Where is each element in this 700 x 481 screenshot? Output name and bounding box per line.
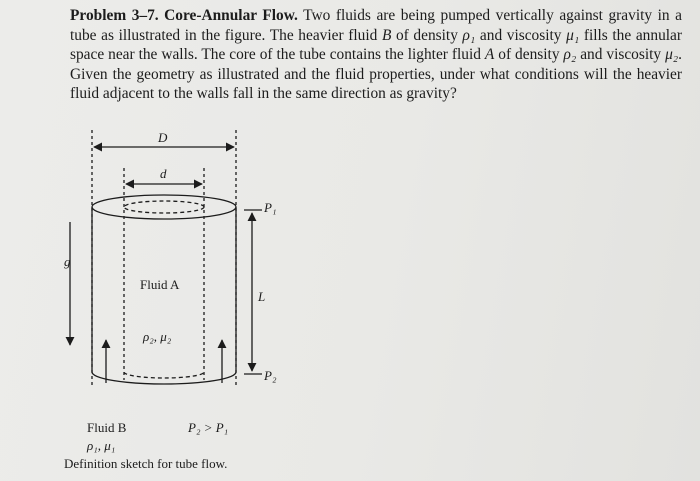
- problem-text: . Given the geometry as illustrated and the fluid properties, under what conditions will the heavier fluid adjacent to the walls fall in the same direction as gravity?: [70, 46, 683, 103]
- tube-top-outer-ellipse: [92, 195, 236, 219]
- label-g: g: [64, 254, 71, 269]
- symbol-fluid-b: B: [381, 26, 392, 44]
- label-pressure-relation: P₂ > P₁: [188, 420, 229, 435]
- problem-statement: [70, 6, 682, 104]
- problem-text: fills the annular space near the walls. The core of the tube contains the lighter fluid: [70, 26, 682, 64]
- label-d: d: [160, 166, 167, 181]
- label-rho2-mu2: ρ₂, μ₂: [143, 329, 172, 344]
- problem-text: and viscosity: [576, 46, 666, 64]
- symbol-rho2: ρ₂: [563, 46, 577, 64]
- label-P1: P₁: [264, 200, 277, 215]
- label-rho1-mu1: ρ₁, μ₁: [87, 438, 116, 453]
- problem-text: of density: [494, 46, 564, 64]
- symbol-rho1: ρ₁: [462, 26, 476, 44]
- label-P2: P₂: [264, 368, 277, 383]
- symbol-mu2: μ₂: [665, 46, 679, 64]
- symbol-mu1: μ₁: [566, 26, 580, 44]
- label-L: L: [258, 289, 266, 304]
- label-fluid-a: Fluid A: [140, 277, 180, 292]
- problem-text: Two fluids are being pumped vertically against gravity in a tube as illustrated in the figure. The heavier fluid: [70, 7, 682, 44]
- problem-heading: Problem 3–7. Core-Annular Flow.: [70, 7, 298, 24]
- symbol-fluid-a: A: [484, 46, 495, 64]
- tube-top-inner-ellipse: [124, 201, 204, 213]
- problem-text: of density: [391, 26, 463, 44]
- label-fluid-b: Fluid B: [87, 420, 127, 435]
- tube-bottom-arc: [92, 372, 236, 384]
- label-D: D: [158, 130, 168, 145]
- figure-caption: Definition sketch for tube flow.: [64, 456, 228, 471]
- problem-text: and viscosity: [475, 26, 567, 44]
- core-bottom-arc: [124, 372, 204, 378]
